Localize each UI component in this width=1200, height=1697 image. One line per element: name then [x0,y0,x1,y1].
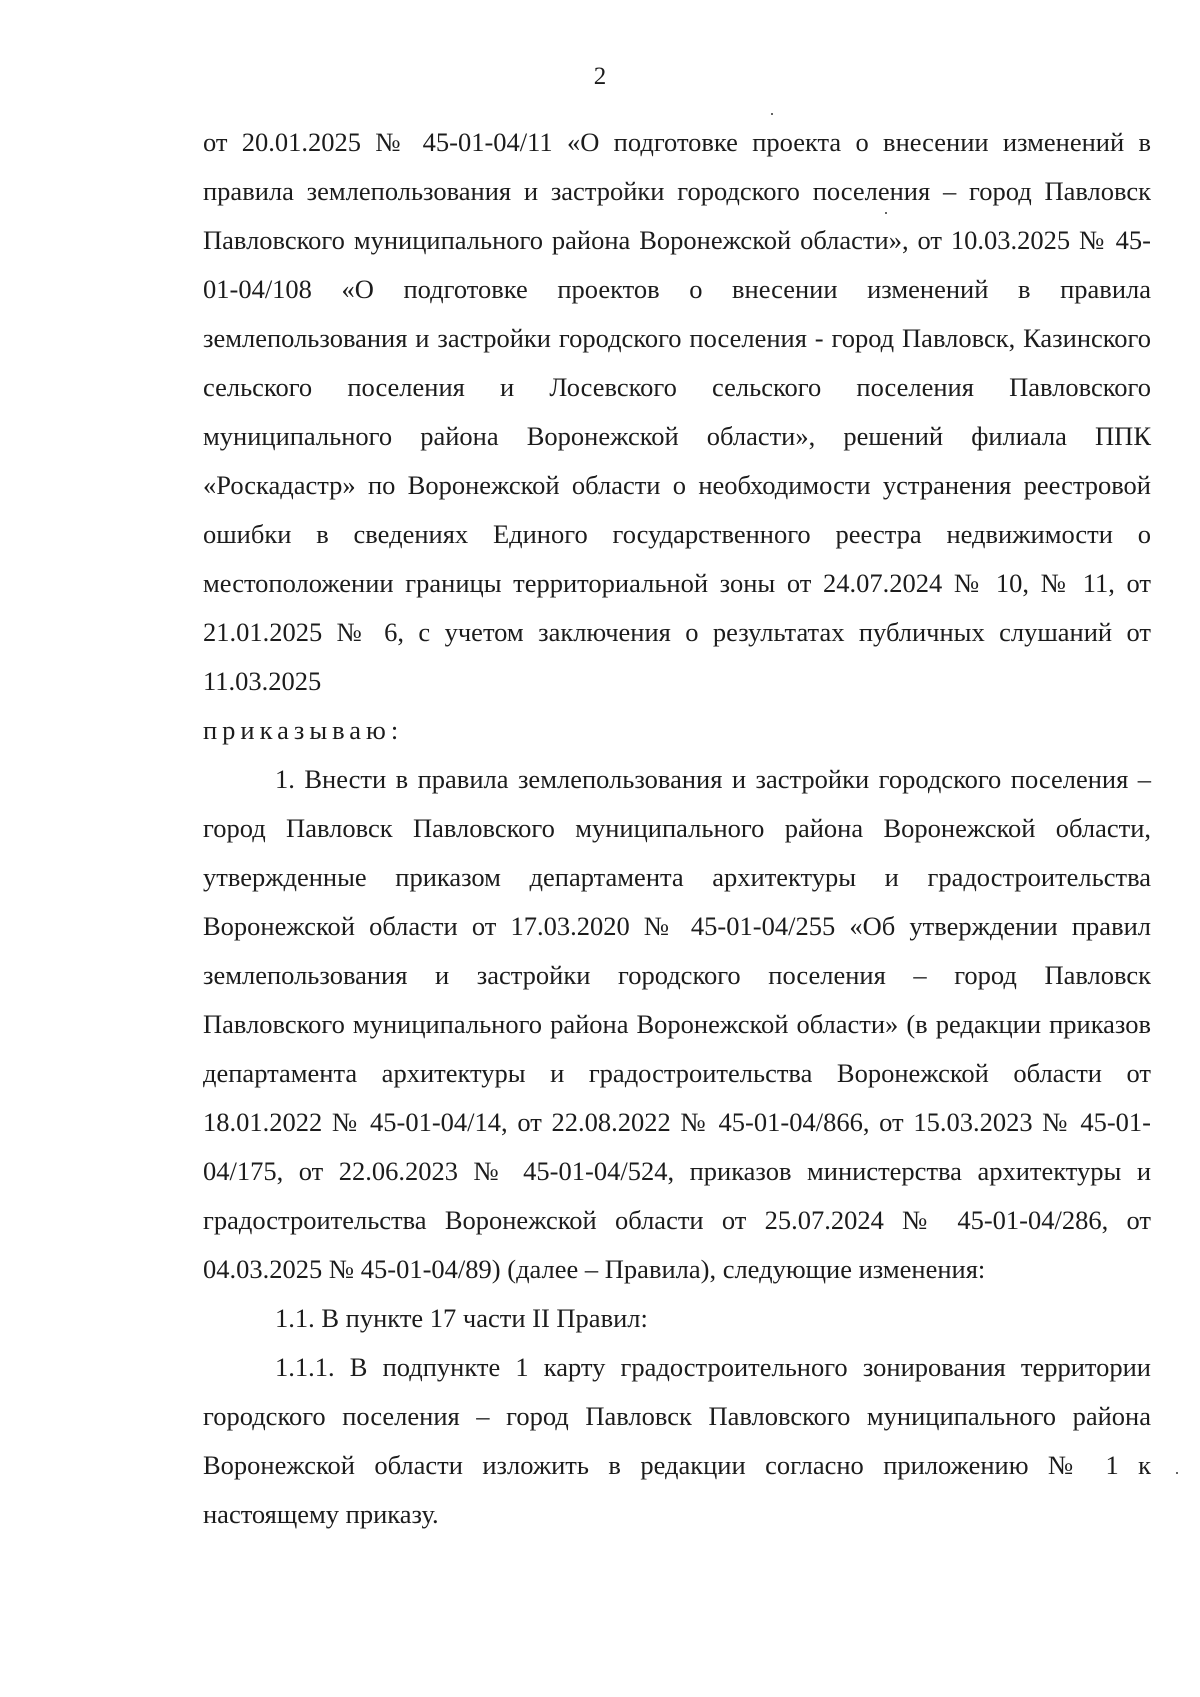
document-body [203,118,1151,1539]
scan-speck [885,212,887,214]
paragraph-item-1-1: 1.1. В пункте 17 части II Правил: [275,1303,648,1333]
paragraph-intro: от 20.01.2025 № 45-01-04/11 «О подготовке проекта о внесении изменений в правила землепользования и застройки городского поселения – город Павловск Павловского муниципального района Воронежской области», от 10.03.2025 № 45-01-04/108 «О подготовке проектов о внесении изменений в правила землепользования и застройки городского поселения - город Павловск, Казинского сельского поселения и Лосевского сельского поселения Павловского муниципального района Воронежской области», решений филиала ППК «Роскадастр» по Воронежской области о необходимости устранения реестровой ошибки в сведениях Единого государственного реестра недвижимости о местоположении границы территориальной зоны от 24.07.2024 № 10, № 11, от 21.01.2025 № 6, с учетом заключения о результатах публичных слушаний от 11.03.2025 [203,127,1151,696]
scan-speck [1176,1472,1178,1474]
scan-speck [771,113,773,115]
page-number: 2 [593,63,607,90]
paragraph-order: приказываю: [203,715,404,745]
paragraph-item-1: 1. Внести в правила землепользования и застройки городского поселения – город Павловск Павловского муниципального района Воронежской области, утвержденные приказом департамента архитектуры и градостроительства Воронежской области от 17.03.2020 № 45-01-04/255 «Об утверждении правил землепользования и застройки городского поселения – город Павловск Павловского муниципального района Воронежской области» (в редакции приказов департамента архитектуры и градостроительства Воронежской области от 18.01.2022 № 45-01-04/14, от 22.08.2022 № 45-01-04/866, от 15.03.2023 № 45-01-04/175, от 22.06.2023 № 45-01-04/524, приказов министерства архитектуры и градостроительства Воронежской области от 25.07.2024 № 45-01-04/286, от 04.03.2025 № 45-01-04/89) (далее – Правила), следующие изменения: [203,764,1151,1284]
paragraph-item-1-1-1: 1.1.1. В подпункте 1 карту градостроительного зонирования территории городского поселения – город Павловск Павловского муниципального района Воронежской области изложить в редакции согласно приложению № 1 к настоящему приказу. [203,1352,1151,1529]
